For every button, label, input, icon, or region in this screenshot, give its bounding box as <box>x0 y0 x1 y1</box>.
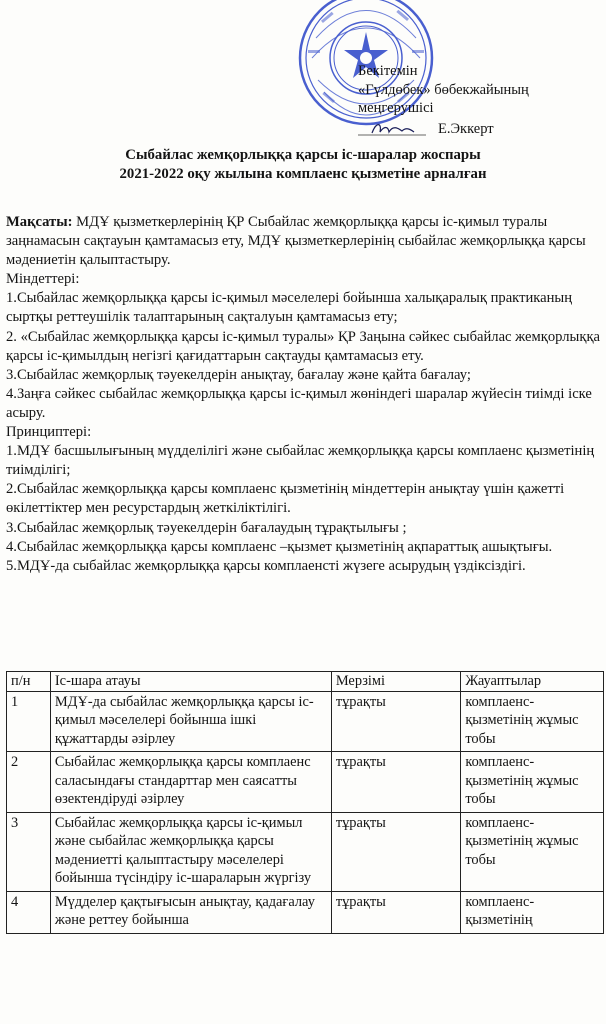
principles-heading: Принциптері: <box>6 424 92 441</box>
row-number: 3 <box>7 812 51 891</box>
plan-table <box>6 671 604 934</box>
approval-block <box>358 62 604 138</box>
table-row <box>7 891 604 933</box>
task-item: 3.Сыбайлас жемқорлық тәуекелдерін анықтау, бағалау және қайта бағалау; <box>6 366 471 383</box>
row-activity: Сыбайлас жемқорлыққа қарсы комплаенс саласындағы стандарттар мен саясатты өзектендіруді әзірлеу <box>50 752 331 813</box>
table-row <box>7 691 604 752</box>
header-term: Мерзімі <box>331 672 460 692</box>
table-header-row <box>7 672 604 692</box>
row-term: тұрақты <box>331 891 460 933</box>
title-line-1: Сыбайлас жемқорлыққа қарсы іс-шаралар жоспары <box>125 147 481 163</box>
row-term: тұрақты <box>331 752 460 813</box>
task-item: 1.Сыбайлас жемқорлыққа қарсы іс-қимыл мәселелері бойынша халықаралық практиканың сыртқы реттеушілік талаптарының сақталуын қамтамасыз ету; <box>6 290 573 326</box>
row-number: 4 <box>7 891 51 933</box>
goal-text: МДҰ қызметкерлерінің ҚР Сыбайлас жемқорлыққа қарсы іс-қимыл туралы заңнамасын сақтауын қамтамасыз ету, МДҰ қызметкерлерінің сыбайлас жемқорлыққа қарсы мәдениетін қалыптастыру. <box>6 214 586 269</box>
row-number: 1 <box>7 691 51 752</box>
row-activity: МДҰ-да сыбайлас жемқорлыққа қарсы іс-қимыл мәселелері бойынша ішкі құжаттарды әзірлеу <box>50 691 331 752</box>
title-line-2: 2021-2022 оқу жылына комплаенс қызметіне арналған <box>119 166 487 182</box>
row-activity: Сыбайлас жемқорлыққа қарсы іс-қимыл және сыбайлас жемқорлыққа қарсы мәдениетті қалыптастыру мәселелері бойынша түсіндіру іс-шараларын жүргізу <box>50 812 331 891</box>
task-item: 4.Заңға сәйкес сыбайлас жемқорлыққа қарсы іс-қимыл жөніндегі шаралар жүйесін тиімді іске асыру. <box>6 385 592 421</box>
header-responsible: Жауаптылар <box>461 672 604 692</box>
signature-row <box>358 120 604 139</box>
signer-name: Е.Эккерт <box>438 120 494 137</box>
approval-line-3: меңгерушісі <box>358 100 434 116</box>
header-activity: Іс-шара атауы <box>50 672 331 692</box>
row-term: тұрақты <box>331 812 460 891</box>
header-number: п/н <box>7 672 51 692</box>
principle-item: 5.МДҰ-да сыбайлас жемқорлыққа қарсы комплаенсті жүзеге асырудың үздіксіздігі. <box>6 557 526 574</box>
approval-line-2: «Гүлдөбек» бөбекжайының <box>358 81 529 98</box>
principle-item: 4.Сыбайлас жемқорлыққа қарсы комплаенс –қызмет қызметінің ақпараттық ашықтығы. <box>6 538 553 555</box>
table-row <box>7 752 604 813</box>
principle-item: 1.МДҰ басшылығының мүдделілігі және сыбайлас жемқорлыққа қарсы комплаенс қызметінің тиімділігі; <box>6 443 595 479</box>
task-item: 2. «Сыбайлас жемқорлыққа қарсы іс-қимыл туралы» ҚР Заңына сәйкес сыбайлас жемқорлыққа қарсы іс-қимылдың негізгі қағидаттарын сақтауды қамтамасыз ету. <box>6 328 601 364</box>
tasks-heading: Міндеттері: <box>6 271 80 288</box>
principle-item: 2.Сыбайлас жемқорлыққа қарсы комплаенс қызметінің міндеттерін анықтау үшін қажетті өкілеттіктер мен ресурстардың жеткіліктілігі. <box>6 481 565 517</box>
document-body <box>6 213 604 576</box>
row-activity: Мүдделер қақтығысын анықтау, қадағалау және реттеу бойынша <box>50 891 331 933</box>
goal-label: Мақсаты: <box>6 214 73 230</box>
row-responsible: комплаенс-қызметінің <box>461 891 604 933</box>
row-term: тұрақты <box>331 691 460 752</box>
row-responsible: комплаенс-қызметінің жұмыс тобы <box>461 691 604 752</box>
approval-line-1: Бекітемін <box>358 63 418 79</box>
document-title <box>0 146 606 184</box>
handwritten-signature <box>358 120 428 138</box>
goal-paragraph <box>6 213 604 270</box>
principle-item: 3.Сыбайлас жемқорлық тәуекелдерін бағалаудың тұрақтылығы ; <box>6 519 407 536</box>
row-responsible: комплаенс-қызметінің жұмыс тобы <box>461 812 604 891</box>
row-responsible: комплаенс-қызметінің жұмыс тобы <box>461 752 604 813</box>
table-row <box>7 812 604 891</box>
row-number: 2 <box>7 752 51 813</box>
